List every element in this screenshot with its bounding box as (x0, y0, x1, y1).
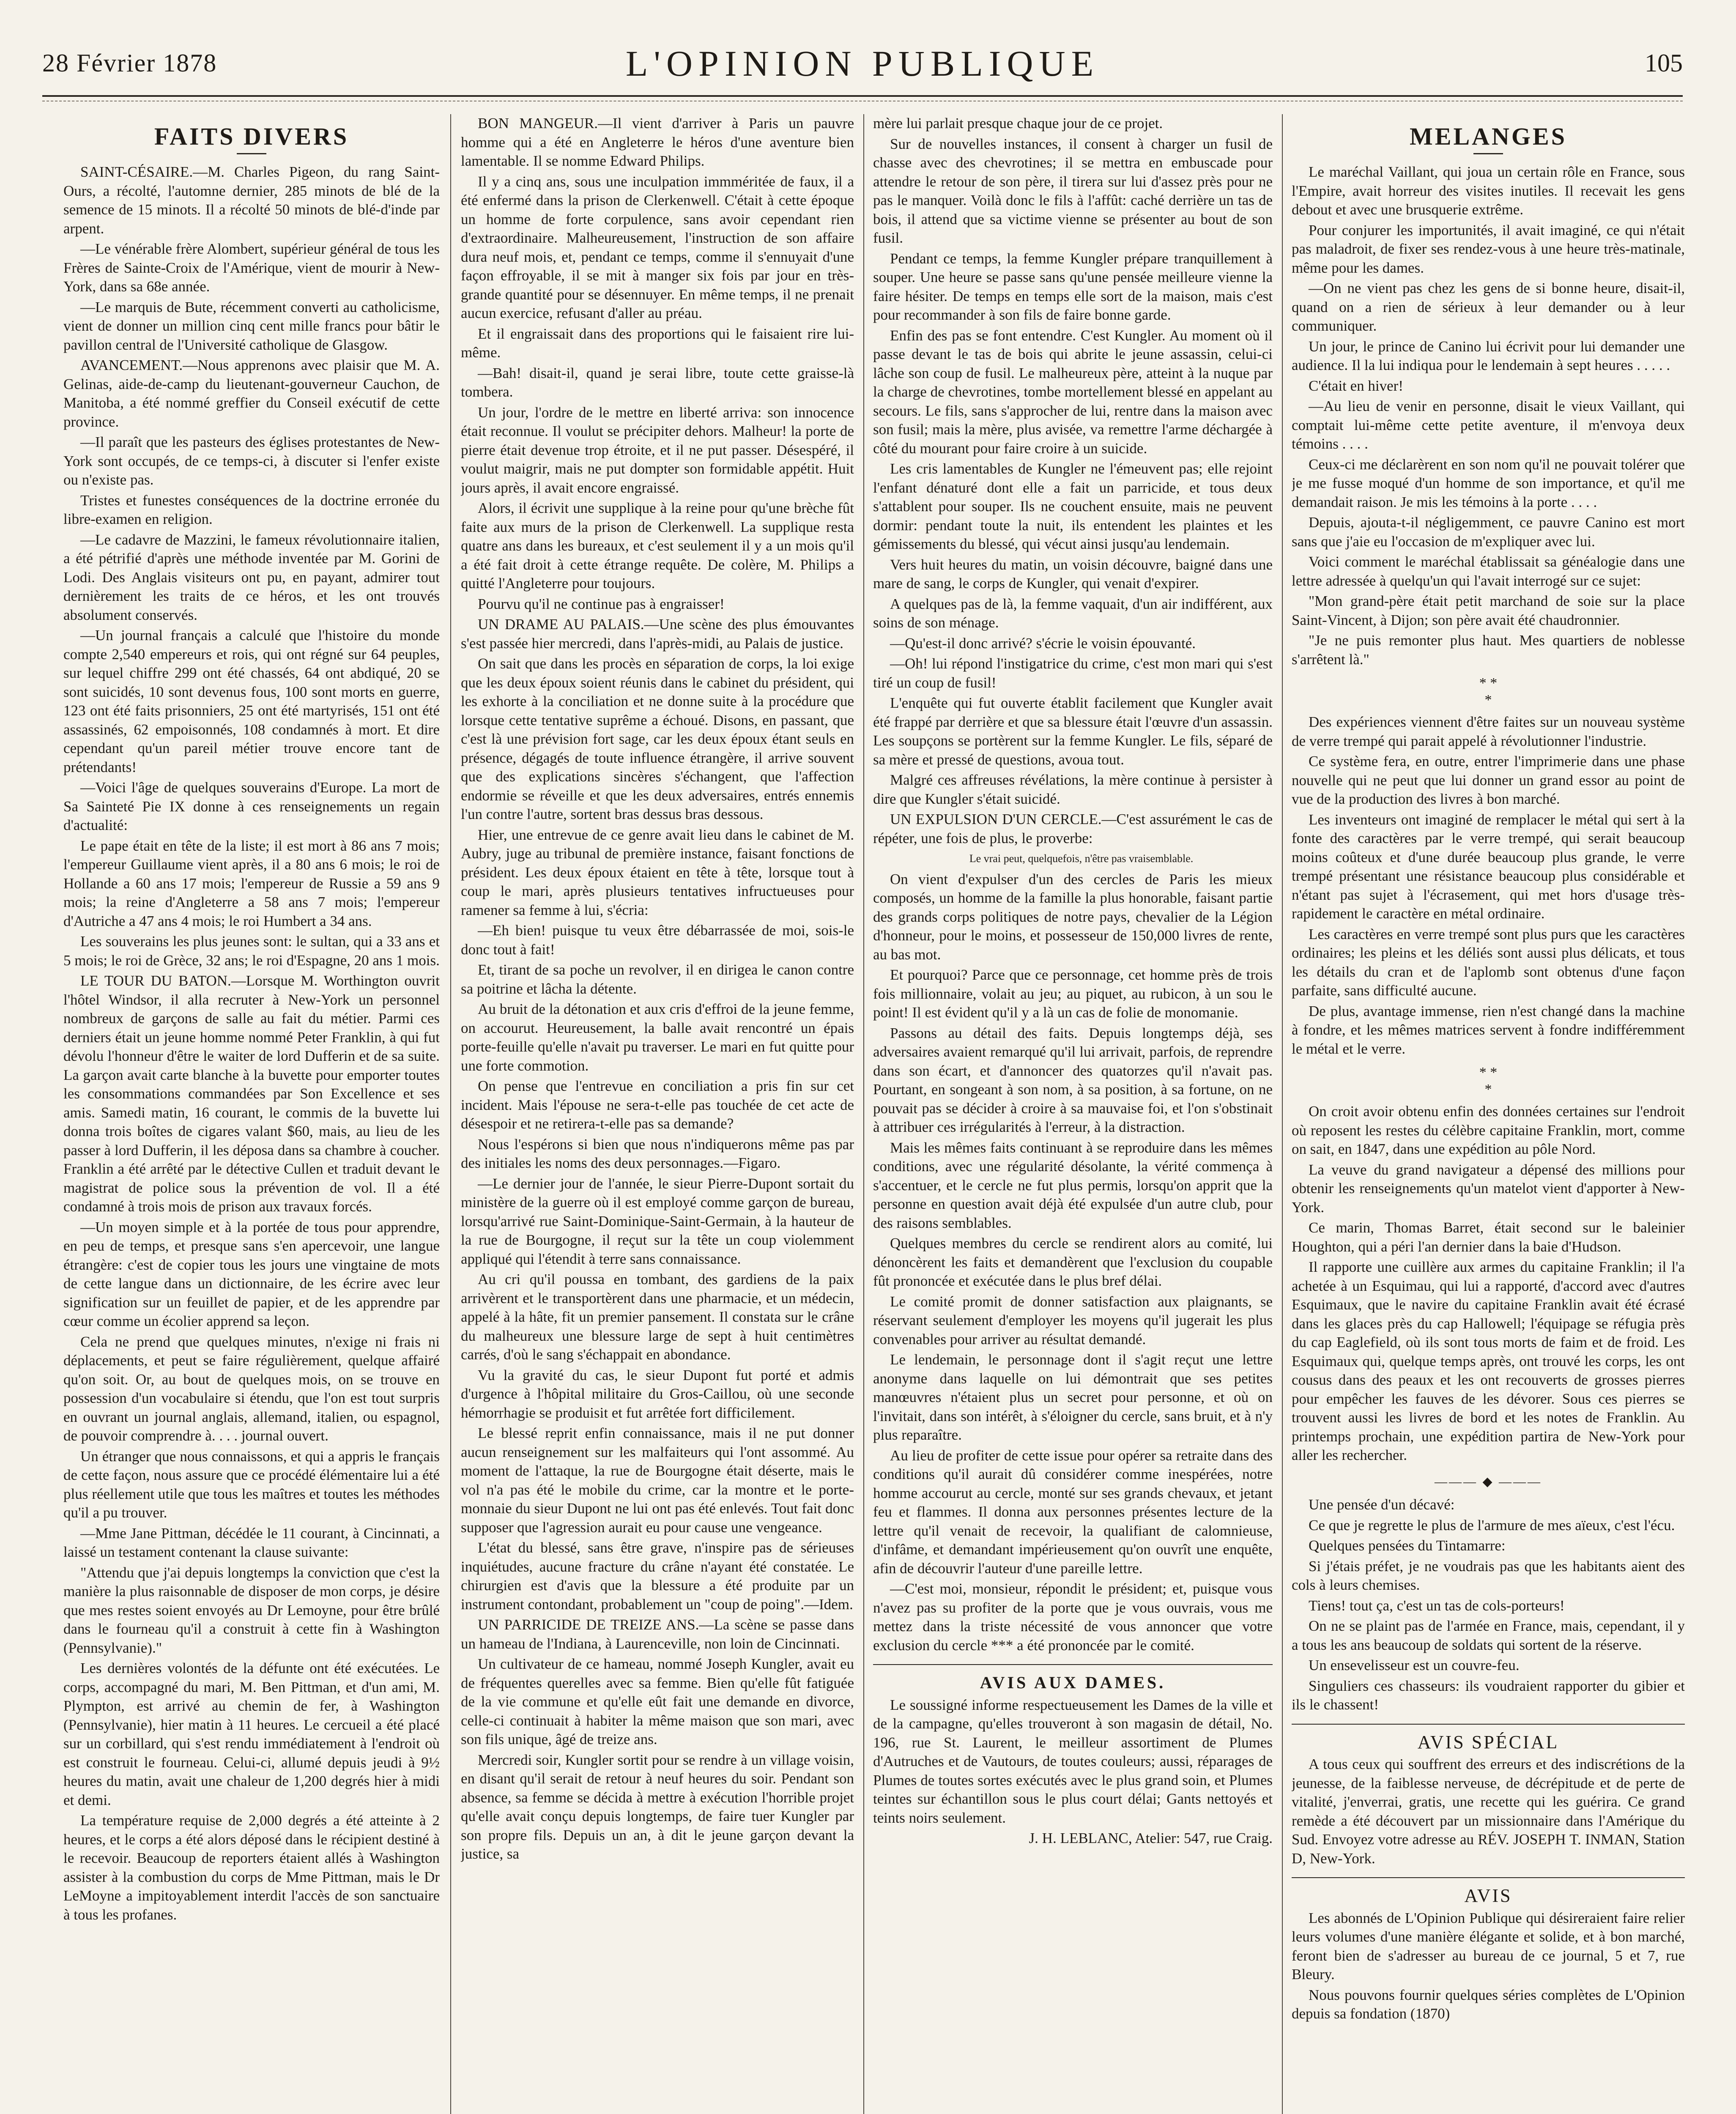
paragraph: —Il paraît que les pasteurs des églises protestantes de New-York sont occupés, de ce temps-ci, à discuter si l'enfer existe ou n'existe pas. (63, 434, 440, 488)
paragraph: Si j'étais préfet, je ne voudrais pas que les habitants aient des cols à leurs chemises. (1292, 1558, 1685, 1593)
paragraph: Malgré ces affreuses révélations, la mère continue à persister à dire que Kungler s'était suicidé. (873, 772, 1273, 807)
paragraph: Tiens! tout ça, c'est un tas de cols-porteurs! (1309, 1597, 1565, 1614)
paragraph: —On ne vient pas chez les gens de si bonne heure, disait-il, quand on a rien de sérieux à leur demander ou à leur communiquer. (1292, 280, 1685, 334)
paragraph: On pense que l'entrevue en conciliation a pris fin sur cet incident. Mais l'épouse ne sera-t-elle pas touchée de cet acte de désespoir et ne retirera-t-elle pas sa demande? (461, 1078, 854, 1132)
issue-date: 28 Février 1878 (42, 49, 217, 77)
paragraph: Pourvu qu'il ne continue pas à engraisser! (478, 595, 725, 612)
paragraph: —Le marquis de Bute, récemment converti au catholicisme, vient de donner un million cinq cent mille francs pour bâtir le pavillon central de l'Université catholique de Glasgow. (63, 298, 440, 353)
paragraph: De plus, avantage immense, rien n'est changé dans la machine à fondre, et les mêmes matrices servent à fondre indifféremment le métal et le verre. (1292, 1002, 1685, 1057)
paragraph: Nous l'espérons si bien que nous n'indiquerons même pas par des initiales les noms des deux personnages.—Figaro. (461, 1136, 854, 1171)
paragraph: Quelques pensées du Tintamarre: (1309, 1537, 1506, 1554)
advertisement-signoff: J. H. LEBLANC, Atelier: 547, rue Craig. (1029, 1830, 1273, 1846)
paragraph: La température requise de 2,000 degrés a été atteinte à 2 heures, et le corps a été alors déposé dans le récipient destiné à le recevoir. Beaucoup de reporters étaient allés à Washington assister à la combustion du corps de Mme Pittman, mais le Dr LeMoyne a impitoyablement interdit l'accès de son sanctuaire à tous les profanes. (63, 1812, 440, 1923)
column-divider (1282, 114, 1283, 2114)
paragraph: —Le dernier jour de l'année, le sieur Pierre-Dupont sortait du ministère de la guerre où il est employé comme garçon de bureau, lorsqu'arrivé rue Saint-Dominique-Saint-Germain, à la hauteur de la rue de Bourgogne, il reçut sur la tête un coup violemment appliqué qui l'étendit à terre sans connaissance. (461, 1175, 854, 1267)
paragraph: Il y a cinq ans, sous une inculpation immméritée de faux, il a été enfermé dans la prison de Clerkenwell. C'était à cette époque un homme de forte corpulence, sans avoir cependant rien d'extraordinaire. Malheureusement, l'instruction de son affaire dura neuf mois, et, pendant ce temps, comme il s'ennuyait d'une façon effroyable, il se mit à manger six fois par jour en très-grande quantité pour se désennuyer. En même temps, il ne prenait aucun exercice, refusant d'aller au préau. (461, 173, 854, 321)
paragraph: Mais les mêmes faits continuant à se reproduire dans les mêmes conditions, avec une régularité désolante, la vérité commença à s'accentuer, et le cercle ne fut plus permis, lorsqu'on apprit que la personne en question avait déjà été expulsée d'un autre club, pour des raisons semblables. (873, 1139, 1273, 1231)
paragraph: Sur de nouvelles instances, il consent à charger un fusil de chasse avec des chevrotines; il se mettra en embuscade pour attendre le retour de son père, il tirera sur lui d'assez près pour ne pas le manquer. Voilà donc le fils à l'affût: caché derrière un tas de bois, il attend que sa victime vienne se présenter au bout de son fusil. (873, 135, 1273, 246)
paragraph: Il rapporte une cuillère aux armes du capitaine Franklin; il l'a achetée à un Esquimau, qui lui a rapporté, d'accord avec d'autres Esquimaux, que le navire du capitaine Franklin avait été écrasé dans les glaces près du cap Hallowell; l'équipage se réfugia près du cap Eaglefield, où ils sont tous morts de faim et de froid. Les Esquimaux qui, quelque temps après, ont trouvé les corps, les ont cousus dans des peaux et les ont recouverts de grosses pierres pour empêcher les fauves de les dévorer. Sous ces pierres se trouvent aussi les livres de bord et les notes de Franklin. Au printemps prochain, une expédition partira de New-York pour aller les rechercher. (1292, 1259, 1685, 1463)
paragraph: On vient d'expulser d'un des cercles de Paris les mieux composés, un homme de la famille la plus honorable, faisant partie des grands corps politiques de notre pays, chevalier de la Légion d'honneur, pour le moins, et possesseur de 150,000 livres de rente, au bas mot. (873, 871, 1273, 963)
paragraph: —Eh bien! puisque tu veux être débarrassée de moi, sois-le donc tout à fait! (461, 922, 854, 958)
paragraph: On ne se plaint pas de l'armée en France, mais, cependant, il y a tous les ans beaucoup de soldats qui sortent de la réserve. (1292, 1618, 1685, 1653)
paragraph: L'état du blessé, sans être grave, n'inspire pas de sérieuses inquiétudes, aucune fracture du crâne n'ayant été constatée. Le chirurgien est d'avis que la blessure a été produite par un instrument contondant, probablement un "coup de poing".—Idem. (461, 1539, 854, 1613)
paragraph: Un jour, le prince de Canino lui écrivit pour lui demander une audience. Il la lui indiqua pour le lendemain à sept heures . . . . . (1292, 338, 1685, 373)
paragraph: Un jour, l'ordre de le mettre en liberté arriva: son innocence était reconnue. Il voulut se précipiter dehors. Malheur! la porte de pierre était devenue trop étroite, et il ne put passer. Désespéré, il voulut maigrir, mais ne put dompter son formidable appétit. Huit jours après, il avait encore engraissé. (461, 404, 854, 496)
paragraph: —Mme Jane Pittman, décédée le 11 courant, à Cincinnati, a laissé un testament contenant la clause suivante: (63, 1525, 440, 1560)
paragraph: Le comité promit de donner satisfaction aux plaignants, se réservant seulement d'employer les moyens qu'il jugerait les plus convenables pour arriver au résultat demandé. (873, 1293, 1273, 1347)
paragraph: Ce système fera, en outre, entrer l'imprimerie dans une phase nouvelle qui ne peut que lui donner un grand essor au point de vue de la production des livres à bon marché. (1292, 753, 1685, 807)
paragraph: Alors, il écrivit une supplique à la reine pour qu'une brèche fût faite aux murs de la prison de Clerkenwell. La supplique resta quatre ans dans les bureaux, et c'est seulement il y a un mois qu'il a été fait droit à cette étrange requête. De colère, M. Philips a quitté l'Angleterre pour toujours. (461, 500, 854, 591)
paragraph: Les caractères en verre trempé sont plus purs que les caractères ordinaires; les pleins et les déliés sont aussi plus délicats, et tous les détails du cran et de l'aplomb sont obtenus d'une façon parfaite, sans difficulté aucune. (1292, 926, 1685, 999)
paragraph: L'enquête qui fut ouverte établit facilement que Kungler avait été frappé par derrière et que sa blessure était l'œuvre d'un assassin. Les soupçons se portèrent sur la femme Kungler. Le fils, séparé de sa mère et pressé de questions, avoua tout. (873, 695, 1273, 768)
paragraph: "Mon grand-père était petit marchand de soie sur la place Saint-Vincent, à Dijon; son père avait été chaudronnier. (1292, 593, 1685, 628)
paragraph: Un étranger que nous connaissons, et qui a appris le français de cette façon, nous assure que ce procédé élémentaire lui a été plus réellement utile que tous les maîtres et toutes les méthodes qu'il a pu trouver. (63, 1448, 440, 1521)
heading-rule (237, 153, 266, 154)
paragraph: AVANCEMENT.—Nous apprenons avec plaisir que M. A. Gelinas, aide-de-camp du lieutenant-gouverneur Cauchon, de Manitoba, a été nommé greffier du Conseil exécutif de cette province. (63, 357, 440, 430)
paragraph: Enfin des pas se font entendre. C'est Kungler. Au moment où il passe devant le tas de bois qui abrite le jeune assassin, celui-ci lâche son coup de fusil. Le malheureux père, atteint à la nuque par la charge de chevrotines, tombe mortellement blessé en appelant au secours. Le fils, sans s'approcher de lui, rentre dans la maison avec son fusil; mais la mère, plus avisée, va remettre l'arme déchargée à côté du mourant pour faire croire à un suicide. (873, 327, 1273, 457)
paragraph: Le maréchal Vaillant, qui joua un certain rôle en France, sous l'Empire, avait horreur des visites inutiles. Il recevait les gens debout et avec une brusquerie extrême. (1292, 164, 1685, 218)
paragraph: —Un moyen simple et à la portée de tous pour apprendre, en peu de temps, et presque sans s'en apercevoir, une langue étrangère: c'est de copier tous les jours une vingtaine de mots de cette langue dans un dictionnaire, de les écrire avec leur signification sur un feuillet de papier, et de les apprendre par cœur comme un écolier apprend sa leçon. (63, 1219, 440, 1329)
asterism-separator: * * * (1479, 1065, 1498, 1097)
paragraph: Depuis, ajouta-t-il négligemment, ce pauvre Canino est mort sans que j'aie eu l'occasion de m'expliquer avec lui. (1292, 514, 1685, 550)
paragraph: Et pourquoi? Parce que ce personnage, cet homme près de trois fois millionnaire, volait au jeu; au piquet, au rubicon, à un sou le point! Il est évident qu'il y a là un cas de folie de monomanie. (873, 967, 1273, 1021)
paragraph: Un cultivateur de ce hameau, nommé Joseph Kungler, avait eu de fréquentes querelles avec sa femme. Bien qu'elle fût fatiguée de la vie commune et qu'elle eût fait une demande en divorce, celle-ci continuait à habiter la même maison que son mari, avec son fils unique, âgé de treize ans. (461, 1656, 854, 1747)
masthead-rule (42, 95, 1683, 97)
paragraph: —Un journal français a calculé que l'histoire du monde compte 2,540 empereurs et rois, qui ont régné sur 64 peuples, sur lequel chiffre 299 ont été chassés, 64 ont abdiqué, 20 se sont suicidés, 10 sont devenus fous, 100 sont morts en guerre, 123 ont été faits prisonniers, 25 ont été martyrisés, 151 ont été assassinés, 62 empoisonnés, 108 condamnés à mort. Et dire cependant qu'un pareil métier trouve encore tant de prétendants! (63, 627, 440, 775)
paragraph: —Bah! disait-il, quand je serai libre, toute cette graisse-là tombera. (461, 364, 854, 400)
paragraph: Des expériences viennent d'être faites sur un nouveau système de verre trempé qui parait appelé à révolutionner l'industrie. (1292, 714, 1685, 749)
advertisement-text: A tous ceux qui souffrent des erreurs et des indiscrétions de la jeunesse, de la faiblesse nerveuse, de décrépitude et de perte de vitalité, j'enverrai, gratis, une recette qui les guérira. Ce grand remède a été découvert par un missionnaire dans l'Amérique du Sud. Envoyez votre adresse au RÉV. JOSEPH T. INMAN, Station D, New-York. (1292, 1756, 1685, 1867)
paragraph: "Attendu que j'ai depuis longtemps la conviction que c'est la manière la plus raisonnable de disposer de mon corps, je désire que mes restes soient envoyés au Dr Lemoyne, pour être brûlé dans le fourneau qu'il a construit à cette fin à Washington (Pennsylvanie)." (63, 1564, 440, 1656)
paragraph: —Le cadavre de Mazzini, le fameux révolutionnaire italien, a été pétrifié d'après une méthode inventée par M. Gorini de Lodi. Des Anglais visiteurs ont pu, en payant, admirer tout dernièrement les traits de ce héros, et les ont trouvés absolument conservés. (63, 531, 440, 623)
paragraph: UN EXPULSION D'UN CERCLE.—C'est assurément le cas de répéter, une fois de plus, le proverbe: (873, 811, 1273, 846)
avis-aux-dames-heading: AVIS AUX DAMES. (980, 1673, 1166, 1692)
paragraph: "Je ne puis remonter plus haut. Mes quartiers de noblesse s'arrêtent là." (1292, 632, 1685, 668)
paragraph: Ceux-ci me déclarèrent en son nom qu'il ne pouvait tolérer que je me fusse moqué d'un homme de son importance, et qu'il me demandait raison. Je mis les témoins à la porte . . . . (1292, 456, 1685, 510)
section-heading: MELANGES (1410, 123, 1567, 150)
paragraph: Passons au détail des faits. Depuis longtemps déjà, ses adversaires avaient remarqué qu'il lui arrivait, parfois, de reprendre dans son écart, et d'annoncer des quatorzes qu'il n'avait pas. Pourtant, en songeant à son nom, à sa position, à sa fortune, on ne pouvait pas se décider à croire à sa mauvaise foi, et l'on s'obstinait à attribuer ces irrégularités à l'erreur, à la distraction. (873, 1024, 1273, 1135)
paragraph: Vers huit heures du matin, un voisin découvre, baigné dans une mare de sang, le corps de Kungler, qui venait d'expirer. (873, 556, 1273, 591)
paragraph: Et, tirant de sa poche un revolver, il en dirigea le canon contre sa poitrine et lâcha la détente. (461, 961, 854, 997)
ornament-divider: ——— ◆ ——— (1434, 1474, 1542, 1489)
paragraph: UN DRAME AU PALAIS.—Une scène des plus émouvantes s'est passée hier mercredi, dans l'après-midi, au Palais de justice. (461, 616, 854, 652)
notice-text: Les abonnés de L'Opinion Publique qui désireraient faire relier leurs volumes d'une manière élégante et solide, et à bon marché, feront bien de s'adresser au bureau de ce journal, 5 et 7, rue Bleury. (1292, 1909, 1685, 1983)
section-heading: FAITS DIVERS (154, 123, 349, 150)
avis-heading: AVIS (1464, 1885, 1512, 1906)
paragraph: Le blessé reprit enfin connaissance, mais il ne put donner aucun renseignement sur les malfaiteurs qui l'ont assommé. Au moment de l'attaque, la rue de Bourgogne était déserte, mais le vol n'a pas été le mobile du crime, car la montre et le porte-monnaie du sieur Dupont ne lui ont pas été enlevés. Tout fait donc supposer que l'agression aurait eu pour cause une vengeance. (461, 1425, 854, 1536)
paragraph: Les souverains les plus jeunes sont: le sultan, qui a 33 ans et 5 mois; le roi de Grèce, 32 ans; le roi d'Espagne, 20 ans 1 mois. (63, 933, 440, 969)
newspaper-title: L'OPINION PUBLIQUE (625, 43, 1100, 84)
paragraph: —Au lieu de venir en personne, disait le vieux Vaillant, qui comptait lui-même cette petite aventure, il m'envoya deux témoins . . . . (1292, 398, 1685, 452)
paragraph: Voici comment le maréchal établissait sa généalogie dans une lettre adressée à quelqu'un qui l'avait interrogé sur ce sujet: (1292, 553, 1685, 589)
paragraph: Les inventeurs ont imaginé de remplacer le métal qui sert à la fonte des caractères par le verre trempé, qui serait beaucoup moins coûteux et d'une durée beaucoup plus grande, le verre trempé présentant une résistance beaucoup plus considérable et n'étant pas sujet à l'écrasement, qui met hors d'usage très-rapidement le caractère en métal ordinaire. (1292, 811, 1685, 922)
paragraph: Hier, une entrevue de ce genre avait lieu dans le cabinet de M. Aubry, juge au tribunal de première instance, faisant fonctions de président. Les deux époux étaient en tête à tête, lorsque tout à coup le mari, après plusieurs tentatives infructueuses pour ramener sa femme à lui, s'écria: (461, 826, 854, 918)
section-divider (1292, 1724, 1685, 1725)
paragraph: Pour conjurer les importunités, il avait imaginé, ce qui n'était pas maladroit, de fixer ses rendez-vous à une heure très-matinale, même pour les dames. (1292, 222, 1685, 276)
paragraph: Singuliers ces chasseurs: ils voudraient rapporter du gibier et ils le chassent! (1292, 1677, 1685, 1713)
paragraph: Cela ne prend que quelques minutes, n'exige ni frais ni déplacements, et peut se faire régulièrement, quelque affairé qu'on soit. Or, au bout de quelques mois, on se trouve en possession d'un vocabulaire si étendu, que l'on est tout surpris en ouvrant un journal anglais, allemand, italien, ou espagnol, de pouvoir comprendre à. . . . journal ouvert. (63, 1333, 440, 1444)
paragraph: Au cri qu'il poussa en tombant, des gardiens de la paix arrivèrent et le transportèrent dans une pharmacie, et un médecin, appelé à la hâte, fit un premier pansement. Il constata sur le crâne du malheureux une blessure large de sept à huit centimètres carrés, d'où le sang s'échappait en abondance. (461, 1271, 854, 1363)
column-melanges (1292, 114, 1685, 2114)
paragraph: Et il engraissait dans des proportions qui le faisaient rire lui-même. (461, 325, 854, 361)
paragraph: BON MANGEUR.—Il vient d'arriver à Paris un pauvre homme qui a été en Angleterre le héros d'une aventure bien lamentable. Il se nomme Edward Philips. (461, 115, 854, 169)
paragraph: Mercredi soir, Kungler sortit pour se rendre à un village voisin, en disant qu'il serait de retour à neuf heures du soir. Pendant son absence, sa femme se décida à mettre à exécution l'horrible projet qu'elle avait conçu depuis longtemps, de faire tuer Kungler par son propre fils. Depuis un an, à dit le jeune garçon devant la justice, sa (461, 1751, 854, 1862)
avis-special-heading: AVIS SPÉCIAL (1417, 1731, 1559, 1753)
column-divider (450, 114, 451, 2114)
paragraph: Un ensevelisseur est un couvre-feu. (1309, 1657, 1520, 1673)
paragraph: Ce marin, Thomas Barret, était second sur le baleinier Houghton, qui a péri l'an dernier dans la baie d'Hudson. (1292, 1219, 1685, 1255)
paragraph: Au bruit de la détonation et aux cris d'effroi de la jeune femme, on accourut. Heureusement, la balle avait rencontré un épais porte-feuille qu'elle n'avait pu traverser. Le mari en fut quitte pour une forte commotion. (461, 1001, 854, 1074)
paragraph: Ce que je regrette le plus de l'armure de mes aïeux, c'est l'écu. (1309, 1517, 1675, 1533)
section-divider (873, 1664, 1273, 1665)
paragraph: Vu la gravité du cas, le sieur Dupont fut porté et admis d'urgence à l'hôpital militaire du Gros-Caillou, où une seconde hémorrhagie se produisit et fut arrêtée fort difficilement. (461, 1366, 854, 1421)
paragraph: Une pensée d'un décavé: (1309, 1496, 1455, 1513)
paragraph: On croit avoir obtenu enfin des données certaines sur l'endroit où reposent les restes du célèbre capitaine Franklin, mort, comme on sait, en 1847, dans une expédition au pôle Nord. (1292, 1103, 1685, 1157)
masthead (42, 40, 1683, 87)
paragraph: —Qu'est-il donc arrivé? s'écrie le voisin épouvanté. (890, 635, 1196, 652)
proverb: Le vrai peut, quelquefois, n'être pas vraisemblable. (969, 852, 1194, 865)
notice-text: Nous pouvons fournir quelques séries complètes de L'Opinion depuis sa fondation (1870) (1292, 1986, 1685, 2022)
paragraph: Au lieu de profiter de cette issue pour opérer sa retraite dans des conditions qu'il aurait dû considérer comme inespérées, notre homme accourut au cercle, monté sur ses grands chevaux, et jetant feu et flammes. Il donna aux personnes présentes lecture de la lettre qu'il venait de recevoir, la qualifiant de calomnieuse, d'infâme, et demandant impérieusement qu'on ouvrît une enquête, afin de découvrir l'auteur d'une pareille lettre. (873, 1447, 1273, 1577)
paragraph: Quelques membres du cercle se rendirent alors au comité, lui dénoncèrent les faits et demandèrent que l'exclusion du coupable fût prononcée et exécutée dans le plus bref délai. (873, 1235, 1273, 1289)
paragraph: Le lendemain, le personnage dont il s'agit reçut une lettre anonyme dans laquelle on lui démontrait que ses petites manœuvres n'étaient plus un secret pour personne, et où on l'invitait, dans son intérêt, à s'éloigner du cercle, sans bruit, et à n'y plus reparaître. (873, 1351, 1273, 1443)
section-divider (1292, 1877, 1685, 1878)
paragraph: La veuve du grand navigateur a dépensé des millions pour obtenir les renseignements qu'un matelot vient d'apporter à New-York. (1292, 1161, 1685, 1216)
paragraph: Les dernières volontés de la défunte ont été exécutées. Le corps, accompagné du mari, M. Ben Pittman, et d'un ami, M. Plympton, est arrivé au chemin de fer, à Washington (Pennsylvanie), hier matin à 11 heures. Le cercueil a été placé sur un corbillard, qui s'est rendu immédiatement à l'endroit où est construit le fourneau. Celui-ci, allumé depuis jeudi à 9½ heures du matin, avait une chaleur de 1,200 degrés hier à midi et demi. (63, 1660, 440, 1808)
column-three (873, 114, 1273, 2114)
paragraph: On sait que dans les procès en séparation de corps, la loi exige que les deux époux soient réunis dans le cabinet du président, qui les exhorte à la conciliation et ne donne suite à la procédure que lorsque cette tentative suprême a échoué. Disons, en passant, que c'est là une prévision fort sage, car les deux époux étant seuls en présence, dégagés de toute influence étrangère, il arrive souvent que des explications sincères s'échangent, que l'affection endormie se réveille et que les deux adversaires, entrés ennemis l'un contre l'autre, sortent bras dessus bras dessous. (461, 655, 854, 822)
column-two (461, 114, 854, 2114)
paragraph: —C'est moi, monsieur, répondit le président; et, puisque vous n'avez pas su profiter de la porte que je vous ouvrais, vous me mettez dans la triste nécessité de vous annoncer que votre exclusion du cercle *** a été prononcée par le comité. (873, 1580, 1273, 1654)
advertisement-text: Le soussigné informe respectueusement les Dames de la ville et de la campagne, qu'elles trouveront à son magasin de détail, No. 196, rue St. Laurent, le meilleur assortiment de Plumes d'Autruches et de Vautours, de toutes couleurs; aussi, réparages de Plumes de toutes sortes exécutés avec le plus grand soin, et Plumes teintes sur échantillon sous le plus court délai; Gants nettoyés et teints noirs seulement. (873, 1696, 1273, 1826)
paragraph: —Oh! lui répond l'instigatrice du crime, c'est mon mari qui s'est tiré un coup de fusil! (873, 655, 1273, 691)
heading-rule (1473, 153, 1503, 154)
asterism-separator: * * * (1479, 675, 1498, 708)
paragraph: C'était en hiver! (1309, 377, 1403, 394)
paragraph: —Voici l'âge de quelques souverains d'Europe. La mort de Sa Sainteté Pie IX donne à ces renseignements un regain d'actualité: (63, 779, 440, 833)
paragraph: Pendant ce temps, la femme Kungler prépare tranquillement à souper. Une heure se passe sans qu'une pensée meilleure vienne la faire hésiter. De temps en temps elle sort de la maison, mais c'est pour recommander à son fils de faire bonne garde. (873, 250, 1273, 323)
paragraph: LE TOUR DU BATON.—Lorsque M. Worthington ouvrit l'hôtel Windsor, il alla recruter à New-York un personnel nombreux de garçons de salle au fait du métier. Parmi ces derniers était un jeune homme nommé Peter Franklin, à qui fut dévolu l'honneur d'être le waiter de lord Dufferin et de sa suite. La garçon avait carte blanche à la buvette pour emporter toutes les consommations commandées par Son Excellence et ses amis. Samedi matin, 16 courant, le commis de la buvette lui donna trois boîtes de cigares valant $60, mais, au lieu de les passer à lord Dufferin, il les déposa dans sa chambre à coucher. Franklin a été arrêté par le détective Cullen et traduit devant le magistrat de police sous la prévention de vol. Il a été condamné à trois mois de prison aux travaux forcés. (63, 972, 440, 1215)
paragraph: mère lui parlait presque chaque jour de ce projet. (873, 115, 1163, 131)
paragraph: —Le vénérable frère Alombert, supérieur général de tous les Frères de Sainte-Croix de l'Amérique, vient de mourir à New-York, dans sa 68e année. (63, 241, 440, 295)
paragraph: A quelques pas de là, la femme vaquait, d'un air indifférent, aux soins de son ménage. (873, 595, 1273, 631)
paragraph: UN PARRICIDE DE TREIZE ANS.—La scène se passe dans un hameau de l'Indiana, à Laurenceville, non loin de Cincinnati. (461, 1616, 854, 1652)
column-divider (863, 114, 864, 2114)
page-number: 105 (1645, 49, 1683, 77)
column-faits-divers (63, 114, 440, 2114)
paragraph: SAINT-CÉSAIRE.—M. Charles Pigeon, du rang Saint-Ours, a récolté, l'automne dernier, 285 minots de blé de la semence de 15 minots. Il a récolté 50 minots de blé-d'inde par arpent. (63, 164, 440, 237)
paragraph: Les cris lamentables de Kungler ne l'émeuvent pas; elle rejoint l'enfant dénaturé dont elle a fait un parricide, et tous deux s'attablent pour souper. Ils ne couchent ensuite, mais ne peuvent dormir: pendant toute la nuit, ils entendent les plaintes et les gémissements du blessé, qui vécut ainsi jusqu'au lendemain. (873, 460, 1273, 552)
paragraph: Le pape était en tête de la liste; il est mort à 86 ans 7 mois; l'empereur Guillaume vient après, il a 80 ans 6 mois; le roi de Hollande a 60 ans 17 mois; l'empereur de Russie a 59 ans 9 mois; la reine d'Angleterre a 58 ans 7 mois; l'empereur d'Autriche a 47 ans 4 mois; le roi Humbert a 34 ans. (63, 837, 440, 929)
paragraph: Tristes et funestes conséquences de la doctrine erronée du libre-examen en religion. (63, 492, 440, 527)
